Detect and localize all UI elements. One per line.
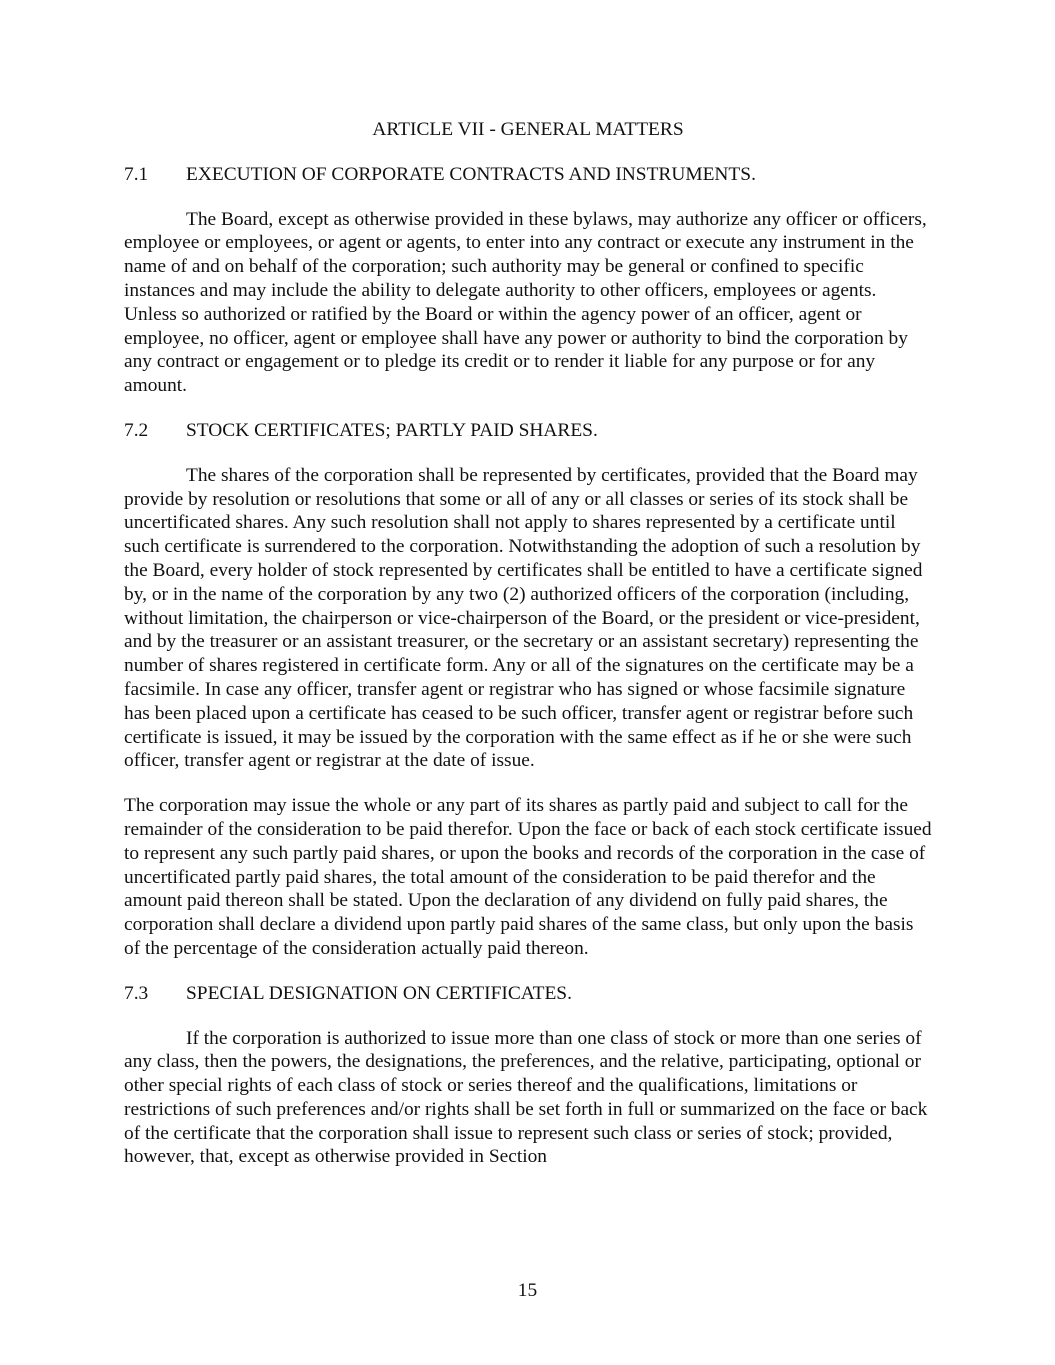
page-number: 15 [517, 1280, 538, 1301]
body-paragraph: The corporation may issue the whole or any part of its shares as partly paid and subject to call for the remainder of the consideration to be paid therefor. Upon the face or back of each stock certificate issued to represent any such partly paid shares, or upon the books and records of the corporation in the case of uncertificated partly paid shares, the total amount of the consideration to be paid therefor and the amount paid thereon shall be stated. Upon the declaration of any dividend on fully paid shares, the corporation shall declare a dividend upon partly paid shares of the same class, but only upon the basis of the percentage of the consideration actually paid thereon. [124, 795, 932, 959]
section-heading [124, 982, 932, 1006]
section-title: STOCK CERTIFICATES; PARTLY PAID SHARES. [186, 419, 598, 441]
section-7-2 [124, 419, 932, 961]
section-number: 7.1 [124, 163, 149, 185]
body-paragraph: If the corporation is authorized to issue more than one class of stock or more than one series of any class, then the powers, the designations, the preferences, and the relative, participating, optional or other special rights of each class of stock or series thereof and the qualifications, limitations or restrictions of such preferences and/or rights shall be set forth in full or summarized on the face or back of the certificate that the corporation shall issue to represent such class or series of stock; provided, however, that, except as otherwise provided in Section [124, 1027, 928, 1168]
section-7-1 [124, 163, 932, 398]
article-title: ARTICLE VII - GENERAL MATTERS [372, 119, 684, 140]
section-title: EXECUTION OF CORPORATE CONTRACTS AND INSTRUMENTS. [186, 163, 756, 185]
section-heading [124, 419, 932, 443]
body-paragraph: The Board, except as otherwise provided in these bylaws, may authorize any officer or officers, employee or employees, or agent or agents, to enter into any contract or execute any instrument in the name of and on behalf of the corporation; such authority may be general or confined to specific instances and may include the ability to delegate authority to other officers, employees or agents. Unless so authorized or ratified by the Board or within the agency power of an officer, agent or employee, no officer, agent or employee shall have any power or authority to bind the corporation by any contract or engagement or to pledge its credit or to render it liable for any purpose or for any amount. [124, 208, 927, 397]
section-heading [124, 163, 932, 187]
section-title: SPECIAL DESIGNATION ON CERTIFICATES. [186, 982, 572, 1004]
section-7-3 [124, 982, 932, 1170]
section-number: 7.2 [124, 419, 149, 441]
section-number: 7.3 [124, 982, 149, 1004]
document-page [124, 118, 932, 1190]
body-paragraph: The shares of the corporation shall be represented by certificates, provided that the Board may provide by resolution or resolutions that some or all of any or all classes or series of its stock shall be uncertificated shares. Any such resolution shall not apply to shares represented by a certificate until such certificate is surrendered to the corporation. Notwithstanding the adoption of such a resolution by the Board, every holder of stock represented by certificates shall be entitled to have a certificate signed by, or in the name of the corporation by any two (2) authorized officers of the corporation (including, without limitation, the chairperson or vice-chairperson of the Board, or the president or vice-president, and by the treasurer or an assistant treasurer, or the secretary or an assistant secretary) representing the number of shares registered in certificate form. Any or all of the signatures on the certificate may be a facsimile. In case any officer, transfer agent or registrar who has signed or whose facsimile signature has been placed upon a certificate has ceased to be such officer, transfer agent or registrar before such certificate is issued, it may be issued by the corporation with the same effect as if he or she were such officer, transfer agent or registrar at the date of issue. [124, 464, 923, 772]
